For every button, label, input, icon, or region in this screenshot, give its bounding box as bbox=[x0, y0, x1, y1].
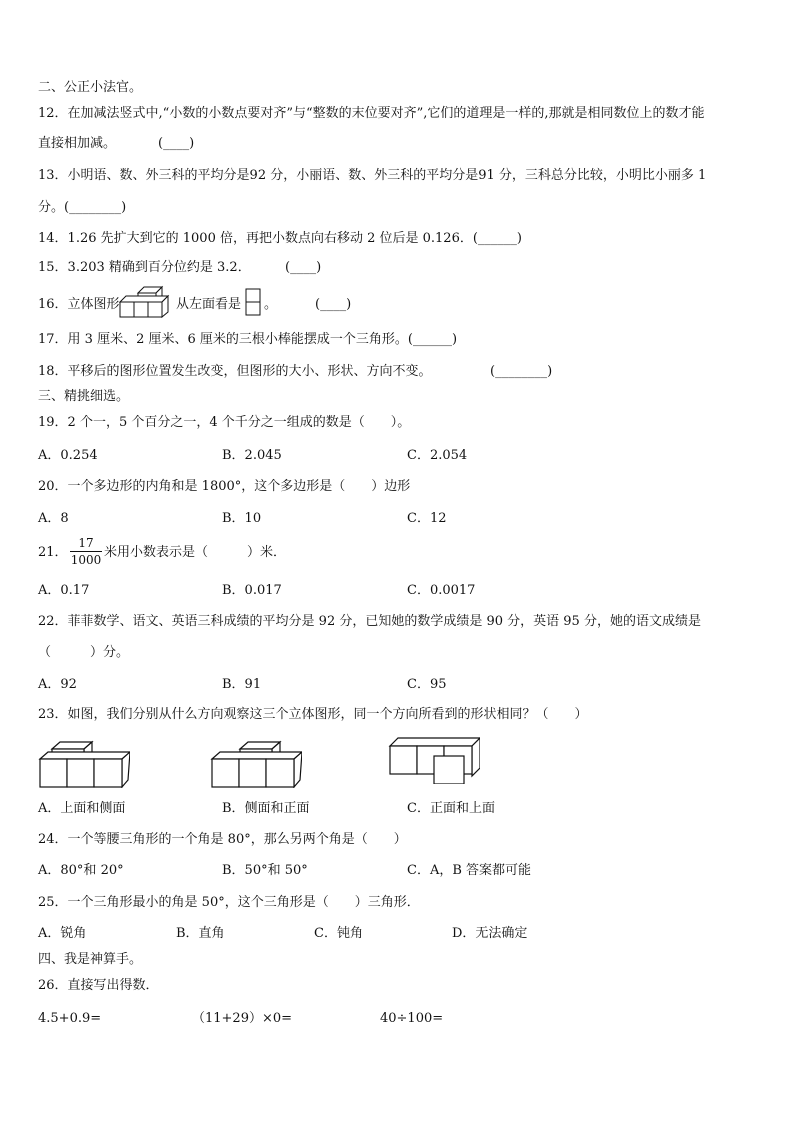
question-19-option-a[interactable]: A．0.254 bbox=[38, 448, 98, 463]
question-13-line2: 分。(________) bbox=[38, 200, 127, 215]
question-12-blank[interactable]: (____) bbox=[158, 136, 195, 151]
question-16-blank[interactable]: (____) bbox=[315, 297, 352, 312]
question-18-blank[interactable]: (________) bbox=[490, 364, 553, 379]
question-22-option-a[interactable]: A．92 bbox=[38, 677, 77, 692]
question-12-line1: 12．在加减法竖式中,“小数的小数点要对齐”与“整数的末位要对齐”,它们的道理是一样的,那就是相同数位上的数才能 bbox=[38, 106, 705, 121]
question-23-option-c[interactable]: C．正面和上面 bbox=[407, 801, 495, 816]
question-24-option-b[interactable]: B．50°和 50° bbox=[222, 863, 308, 878]
question-21-option-b[interactable]: B．0.017 bbox=[222, 583, 282, 598]
question-26-item-2[interactable]: （11+29）×0= bbox=[192, 1011, 293, 1026]
question-21-option-a[interactable]: A．0.17 bbox=[38, 583, 90, 598]
question-15: 15．3.203 精确到百分位约是 3.2． bbox=[38, 260, 251, 275]
question-20-stem: 20．一个多边形的内角和是 1800°，这个多边形是（ ）边形 bbox=[38, 479, 411, 494]
question-21-stem: 米用小数表示是（ ）米． bbox=[104, 545, 287, 560]
question-23-option-b[interactable]: B．侧面和正面 bbox=[222, 801, 310, 816]
question-20-option-a[interactable]: A．8 bbox=[38, 511, 69, 526]
question-15-blank[interactable]: (____) bbox=[285, 260, 322, 275]
question-16-prefix: 16．立体图形 bbox=[38, 297, 120, 312]
question-26-stem: 26．直接写出得数． bbox=[38, 978, 159, 993]
question-12-line2: 直接相加减。 bbox=[38, 136, 117, 151]
q23-figure-3 bbox=[388, 736, 480, 784]
q23-figure-1 bbox=[38, 740, 130, 788]
question-25-option-b[interactable]: B．直角 bbox=[176, 926, 225, 941]
question-21-option-c[interactable]: C．0.0017 bbox=[407, 583, 476, 598]
question-25-option-d[interactable]: D．无法确定 bbox=[452, 926, 528, 941]
question-23-stem: 23．如图，我们分别从什么方向观察这三个立体图形，同一个方向所看到的形状相同？（ ） bbox=[38, 707, 588, 722]
question-17: 17．用 3 厘米、2 厘米、6 厘米的三根小棒能摆成一个三角形。(______) bbox=[38, 332, 458, 347]
question-24-option-c[interactable]: C．A，B 答案都可能 bbox=[407, 863, 532, 878]
question-14: 14．1.26 先扩大到它的 1000 倍，再把小数点向右移动 2 位后是 0.126．(______) bbox=[38, 231, 522, 246]
question-25-option-a[interactable]: A．锐角 bbox=[38, 926, 87, 941]
question-25-option-c[interactable]: C．钝角 bbox=[314, 926, 363, 941]
question-25-stem: 25．一个三角形最小的角是 50°，这个三角形是（ ）三角形． bbox=[38, 895, 420, 910]
fraction-numerator: 17 bbox=[70, 536, 102, 552]
question-26-item-1[interactable]: 4.5+0.9= bbox=[38, 1011, 102, 1026]
question-19-option-c[interactable]: C．2.054 bbox=[407, 448, 468, 463]
question-22-line2: （ ）分。 bbox=[38, 645, 130, 660]
question-19-stem: 19．2 个一，5 个百分之一，4 个千分之一组成的数是（ ）。 bbox=[38, 415, 411, 430]
question-23-option-a[interactable]: A．上面和侧面 bbox=[38, 801, 126, 816]
q16-left-view-figure bbox=[245, 288, 261, 316]
question-24-option-a[interactable]: A．80°和 20° bbox=[38, 863, 124, 878]
q16-solid-figure bbox=[118, 284, 176, 318]
question-22-line1: 22．菲菲数学、语文、英语三科成绩的平均分是 92 分，已知她的数学成绩是 90 分，英语 95 分，她的语文成绩是 bbox=[38, 614, 701, 629]
section-heading-4: 四、我是神算手。 bbox=[38, 952, 143, 967]
question-16-suffix: 。 bbox=[264, 297, 278, 312]
question-21-fraction bbox=[70, 536, 102, 567]
question-19-option-b[interactable]: B．2.045 bbox=[222, 448, 282, 463]
question-21-number: 21． bbox=[38, 545, 68, 560]
fraction-denominator: 1000 bbox=[70, 553, 102, 567]
section-heading-3: 三、精挑细选。 bbox=[38, 389, 130, 404]
question-22-option-b[interactable]: B．91 bbox=[222, 677, 262, 692]
question-24-stem: 24．一个等腰三角形的一个角是 80°，那么另两个角是（ ） bbox=[38, 832, 407, 847]
section-heading-2: 二、公正小法官。 bbox=[38, 80, 143, 95]
question-16-middle: 从左面看是 bbox=[176, 297, 242, 312]
q23-figure-2 bbox=[210, 740, 302, 788]
question-26-item-3[interactable]: 40÷100= bbox=[380, 1011, 444, 1026]
question-18: 18．平移后的图形位置发生改变，但图形的大小、形状、方向不变。 bbox=[38, 364, 432, 379]
question-20-option-b[interactable]: B．10 bbox=[222, 511, 262, 526]
question-22-option-c[interactable]: C．95 bbox=[407, 677, 447, 692]
question-20-option-c[interactable]: C．12 bbox=[407, 511, 447, 526]
question-13-line1: 13．小明语、数、外三科的平均分是92 分，小丽语、数、外三科的平均分是91 分，三科总分比较，小明比小丽多 1 bbox=[38, 168, 707, 183]
